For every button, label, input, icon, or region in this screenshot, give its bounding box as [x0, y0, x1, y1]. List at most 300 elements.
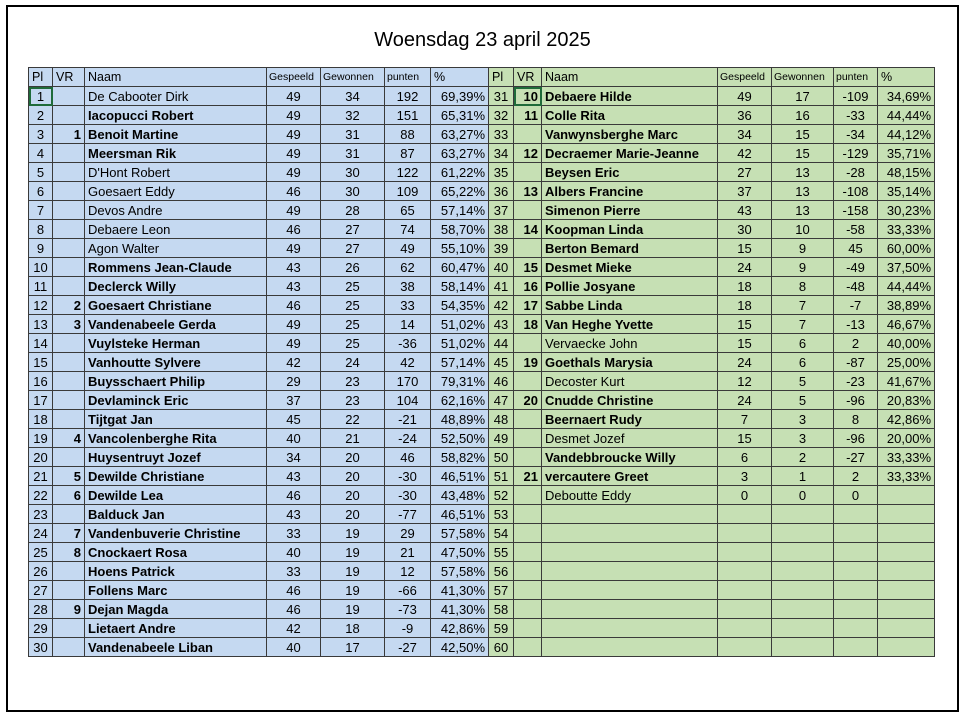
cell-naam[interactable]: Decraemer Marie-Jeanne [542, 144, 718, 163]
cell-gespeeld[interactable]: 37 [267, 391, 321, 410]
cell-pl[interactable]: 42 [489, 296, 514, 315]
cell-naam[interactable]: Rommens Jean-Claude [85, 258, 267, 277]
cell-vr[interactable] [514, 201, 542, 220]
cell-gewonnen[interactable]: 21 [321, 429, 385, 448]
cell-gewonnen[interactable]: 7 [772, 296, 834, 315]
cell-gewonnen[interactable]: 22 [321, 410, 385, 429]
cell-pl[interactable]: 22 [29, 486, 53, 505]
cell-punten[interactable]: -9 [385, 619, 431, 638]
cell-gespeeld[interactable]: 46 [267, 600, 321, 619]
cell-gewonnen[interactable]: 3 [772, 410, 834, 429]
cell-pl[interactable]: 2 [29, 106, 53, 125]
cell-vr[interactable] [53, 638, 85, 657]
cell-naam[interactable] [542, 505, 718, 524]
cell-vr[interactable] [53, 220, 85, 239]
cell-gewonnen[interactable]: 2 [772, 448, 834, 467]
cell-gewonnen[interactable] [772, 581, 834, 600]
cell-punten[interactable]: -33 [834, 106, 878, 125]
cell-naam[interactable]: Balduck Jan [85, 505, 267, 524]
cell-vr[interactable] [514, 505, 542, 524]
cell-punten[interactable] [834, 543, 878, 562]
cell-pct[interactable]: 51,02% [431, 334, 489, 353]
cell-punten[interactable]: -96 [834, 429, 878, 448]
cell-pl[interactable]: 53 [489, 505, 514, 524]
cell-pct[interactable]: 51,02% [431, 315, 489, 334]
cell-pct[interactable]: 46,51% [431, 467, 489, 486]
cell-pct[interactable]: 60,47% [431, 258, 489, 277]
cell-pl[interactable]: 8 [29, 220, 53, 239]
cell-pl[interactable]: 19 [29, 429, 53, 448]
cell-vr[interactable] [53, 201, 85, 220]
cell-vr[interactable]: 1 [53, 125, 85, 144]
cell-gewonnen[interactable]: 28 [321, 201, 385, 220]
header-pct[interactable]: % [878, 68, 935, 87]
cell-gespeeld[interactable]: 24 [718, 353, 772, 372]
cell-naam[interactable] [542, 638, 718, 657]
cell-punten[interactable]: -58 [834, 220, 878, 239]
cell-punten[interactable]: 12 [385, 562, 431, 581]
cell-naam[interactable]: Vandenbuverie Christine [85, 524, 267, 543]
cell-gewonnen[interactable]: 17 [772, 87, 834, 106]
cell-gespeeld[interactable] [718, 619, 772, 638]
cell-pct[interactable] [878, 600, 935, 619]
cell-punten[interactable]: -23 [834, 372, 878, 391]
cell-gespeeld[interactable]: 49 [267, 334, 321, 353]
cell-vr[interactable]: 18 [514, 315, 542, 334]
cell-punten[interactable]: 21 [385, 543, 431, 562]
cell-gespeeld[interactable]: 42 [718, 144, 772, 163]
cell-pl[interactable]: 20 [29, 448, 53, 467]
cell-vr[interactable] [53, 353, 85, 372]
cell-gespeeld[interactable] [718, 581, 772, 600]
cell-pl[interactable]: 30 [29, 638, 53, 657]
cell-vr[interactable] [53, 106, 85, 125]
cell-naam[interactable]: Buysschaert Philip [85, 372, 267, 391]
cell-vr[interactable] [53, 562, 85, 581]
cell-punten[interactable]: -30 [385, 486, 431, 505]
header-gewonnen[interactable]: Gewonnen [772, 68, 834, 87]
cell-naam[interactable]: Dewilde Christiane [85, 467, 267, 486]
cell-vr[interactable] [514, 448, 542, 467]
cell-pl[interactable]: 5 [29, 163, 53, 182]
cell-gewonnen[interactable]: 16 [772, 106, 834, 125]
cell-gewonnen[interactable]: 20 [321, 467, 385, 486]
cell-pl[interactable]: 54 [489, 524, 514, 543]
cell-pl[interactable]: 23 [29, 505, 53, 524]
cell-gewonnen[interactable]: 13 [772, 201, 834, 220]
cell-pl[interactable]: 32 [489, 106, 514, 125]
cell-punten[interactable]: 8 [834, 410, 878, 429]
cell-naam[interactable]: Koopman Linda [542, 220, 718, 239]
cell-vr[interactable] [53, 372, 85, 391]
cell-vr[interactable]: 5 [53, 467, 85, 486]
cell-gespeeld[interactable]: 43 [718, 201, 772, 220]
cell-gewonnen[interactable]: 23 [321, 372, 385, 391]
cell-vr[interactable] [514, 600, 542, 619]
cell-pl[interactable]: 46 [489, 372, 514, 391]
cell-pl[interactable]: 13 [29, 315, 53, 334]
cell-punten[interactable]: 38 [385, 277, 431, 296]
cell-pl[interactable]: 16 [29, 372, 53, 391]
cell-pct[interactable]: 20,83% [878, 391, 935, 410]
cell-vr[interactable]: 6 [53, 486, 85, 505]
cell-gewonnen[interactable]: 19 [321, 543, 385, 562]
cell-naam[interactable]: D'Hont Robert [85, 163, 267, 182]
cell-pl[interactable]: 56 [489, 562, 514, 581]
cell-pl[interactable]: 59 [489, 619, 514, 638]
cell-naam[interactable]: Desmet Jozef [542, 429, 718, 448]
cell-gewonnen[interactable]: 20 [321, 486, 385, 505]
cell-pct[interactable]: 37,50% [878, 258, 935, 277]
cell-gespeeld[interactable]: 42 [267, 353, 321, 372]
cell-pct[interactable]: 48,89% [431, 410, 489, 429]
cell-punten[interactable]: 192 [385, 87, 431, 106]
cell-gespeeld[interactable]: 15 [718, 334, 772, 353]
cell-pct[interactable]: 60,00% [878, 239, 935, 258]
cell-pl[interactable]: 48 [489, 410, 514, 429]
cell-gewonnen[interactable]: 5 [772, 391, 834, 410]
cell-punten[interactable] [834, 600, 878, 619]
cell-gewonnen[interactable]: 6 [772, 334, 834, 353]
cell-gespeeld[interactable]: 43 [267, 467, 321, 486]
cell-punten[interactable]: -21 [385, 410, 431, 429]
cell-gespeeld[interactable] [718, 600, 772, 619]
cell-vr[interactable]: 20 [514, 391, 542, 410]
cell-gewonnen[interactable]: 13 [772, 182, 834, 201]
cell-naam[interactable]: Berton Bemard [542, 239, 718, 258]
cell-punten[interactable]: -13 [834, 315, 878, 334]
cell-pl[interactable]: 15 [29, 353, 53, 372]
cell-gespeeld[interactable]: 46 [267, 296, 321, 315]
cell-vr[interactable] [514, 543, 542, 562]
cell-punten[interactable]: -87 [834, 353, 878, 372]
cell-pl[interactable]: 12 [29, 296, 53, 315]
cell-pl[interactable]: 37 [489, 201, 514, 220]
cell-punten[interactable]: 2 [834, 467, 878, 486]
header-gewonnen[interactable]: Gewonnen [321, 68, 385, 87]
cell-gespeeld[interactable]: 46 [267, 581, 321, 600]
cell-vr[interactable]: 21 [514, 467, 542, 486]
cell-naam[interactable]: Beernaert Rudy [542, 410, 718, 429]
cell-gespeeld[interactable]: 46 [267, 220, 321, 239]
cell-naam[interactable]: Cnudde Christine [542, 391, 718, 410]
cell-gewonnen[interactable]: 0 [772, 486, 834, 505]
cell-naam[interactable]: Vandebbroucke Willy [542, 448, 718, 467]
cell-pct[interactable]: 33,33% [878, 220, 935, 239]
cell-gespeeld[interactable] [718, 543, 772, 562]
cell-pct[interactable]: 57,58% [431, 562, 489, 581]
cell-naam[interactable]: Devlaminck Eric [85, 391, 267, 410]
cell-punten[interactable]: 88 [385, 125, 431, 144]
cell-naam[interactable]: Dejan Magda [85, 600, 267, 619]
cell-vr[interactable] [53, 581, 85, 600]
cell-gespeeld[interactable]: 40 [267, 543, 321, 562]
cell-punten[interactable]: -28 [834, 163, 878, 182]
cell-pl[interactable]: 9 [29, 239, 53, 258]
cell-pct[interactable]: 42,50% [431, 638, 489, 657]
cell-pct[interactable]: 41,67% [878, 372, 935, 391]
cell-gewonnen[interactable]: 25 [321, 277, 385, 296]
cell-vr[interactable] [53, 277, 85, 296]
cell-pct[interactable]: 46,51% [431, 505, 489, 524]
cell-naam[interactable]: Vuylsteke Herman [85, 334, 267, 353]
cell-punten[interactable]: 46 [385, 448, 431, 467]
cell-punten[interactable] [834, 581, 878, 600]
cell-vr[interactable]: 11 [514, 106, 542, 125]
cell-punten[interactable]: -30 [385, 467, 431, 486]
cell-gespeeld[interactable] [718, 638, 772, 657]
cell-naam[interactable]: Cnockaert Rosa [85, 543, 267, 562]
cell-pct[interactable]: 65,31% [431, 106, 489, 125]
cell-gespeeld[interactable]: 49 [267, 87, 321, 106]
cell-pct[interactable]: 58,70% [431, 220, 489, 239]
cell-pl[interactable]: 51 [489, 467, 514, 486]
cell-pct[interactable] [878, 524, 935, 543]
cell-pct[interactable]: 35,14% [878, 182, 935, 201]
cell-gespeeld[interactable]: 43 [267, 505, 321, 524]
cell-gespeeld[interactable]: 37 [718, 182, 772, 201]
header-gespeeld[interactable]: Gespeeld [267, 68, 321, 87]
cell-gewonnen[interactable]: 26 [321, 258, 385, 277]
header-punten[interactable]: punten [385, 68, 431, 87]
cell-gewonnen[interactable]: 27 [321, 220, 385, 239]
cell-vr[interactable] [514, 372, 542, 391]
cell-vr[interactable] [53, 448, 85, 467]
cell-gewonnen[interactable]: 34 [321, 87, 385, 106]
cell-vr[interactable]: 3 [53, 315, 85, 334]
cell-pct[interactable]: 79,31% [431, 372, 489, 391]
cell-gespeeld[interactable]: 49 [267, 106, 321, 125]
cell-pl[interactable]: 41 [489, 277, 514, 296]
cell-punten[interactable]: 0 [834, 486, 878, 505]
cell-gespeeld[interactable]: 49 [267, 239, 321, 258]
cell-gewonnen[interactable]: 20 [321, 448, 385, 467]
cell-gewonnen[interactable]: 19 [321, 524, 385, 543]
cell-gespeeld[interactable]: 34 [718, 125, 772, 144]
cell-punten[interactable] [834, 638, 878, 657]
cell-pct[interactable]: 43,48% [431, 486, 489, 505]
cell-pl[interactable]: 29 [29, 619, 53, 638]
cell-gespeeld[interactable]: 40 [267, 638, 321, 657]
cell-vr[interactable] [514, 125, 542, 144]
cell-naam[interactable] [542, 524, 718, 543]
cell-vr[interactable]: 16 [514, 277, 542, 296]
cell-pl[interactable]: 33 [489, 125, 514, 144]
cell-vr[interactable]: 9 [53, 600, 85, 619]
cell-gewonnen[interactable]: 1 [772, 467, 834, 486]
cell-gespeeld[interactable]: 18 [718, 277, 772, 296]
cell-gespeeld[interactable]: 34 [267, 448, 321, 467]
cell-pl[interactable]: 45 [489, 353, 514, 372]
cell-naam[interactable]: De Cabooter Dirk [85, 87, 267, 106]
cell-gespeeld[interactable]: 6 [718, 448, 772, 467]
cell-pct[interactable]: 57,14% [431, 201, 489, 220]
cell-pct[interactable]: 34,69% [878, 87, 935, 106]
cell-pct[interactable]: 69,39% [431, 87, 489, 106]
cell-naam[interactable]: Debaere Hilde [542, 87, 718, 106]
cell-pct[interactable]: 42,86% [431, 619, 489, 638]
cell-naam[interactable]: Vervaecke John [542, 334, 718, 353]
cell-pl[interactable]: 47 [489, 391, 514, 410]
cell-gewonnen[interactable]: 31 [321, 144, 385, 163]
cell-gespeeld[interactable]: 36 [718, 106, 772, 125]
cell-pl[interactable]: 49 [489, 429, 514, 448]
cell-pct[interactable]: 33,33% [878, 467, 935, 486]
cell-vr[interactable]: 7 [53, 524, 85, 543]
cell-naam[interactable]: Beysen Eric [542, 163, 718, 182]
cell-punten[interactable]: -27 [385, 638, 431, 657]
cell-pct[interactable]: 62,16% [431, 391, 489, 410]
cell-gespeeld[interactable] [718, 524, 772, 543]
cell-pl[interactable]: 11 [29, 277, 53, 296]
cell-gespeeld[interactable]: 33 [267, 562, 321, 581]
cell-gespeeld[interactable]: 12 [718, 372, 772, 391]
cell-punten[interactable]: -96 [834, 391, 878, 410]
cell-punten[interactable]: 87 [385, 144, 431, 163]
cell-pl[interactable]: 28 [29, 600, 53, 619]
cell-gewonnen[interactable]: 19 [321, 562, 385, 581]
cell-gespeeld[interactable]: 42 [267, 619, 321, 638]
cell-pl[interactable]: 40 [489, 258, 514, 277]
cell-punten[interactable]: -66 [385, 581, 431, 600]
cell-punten[interactable]: -129 [834, 144, 878, 163]
cell-gewonnen[interactable]: 23 [321, 391, 385, 410]
cell-pct[interactable]: 63,27% [431, 125, 489, 144]
cell-pl[interactable]: 60 [489, 638, 514, 657]
cell-punten[interactable]: 74 [385, 220, 431, 239]
cell-gespeeld[interactable]: 43 [267, 277, 321, 296]
cell-naam[interactable]: Tijtgat Jan [85, 410, 267, 429]
cell-pl[interactable]: 57 [489, 581, 514, 600]
cell-punten[interactable]: 104 [385, 391, 431, 410]
cell-naam[interactable]: Dewilde Lea [85, 486, 267, 505]
cell-gespeeld[interactable]: 49 [267, 315, 321, 334]
cell-gespeeld[interactable]: 15 [718, 429, 772, 448]
cell-naam[interactable]: Devos Andre [85, 201, 267, 220]
cell-pl[interactable]: 27 [29, 581, 53, 600]
cell-pl[interactable]: 35 [489, 163, 514, 182]
cell-gespeeld[interactable]: 49 [267, 163, 321, 182]
cell-naam[interactable]: Deboutte Eddy [542, 486, 718, 505]
cell-vr[interactable]: 17 [514, 296, 542, 315]
cell-gewonnen[interactable]: 15 [772, 144, 834, 163]
cell-pl[interactable]: 31 [489, 87, 514, 106]
cell-naam[interactable]: Debaere Leon [85, 220, 267, 239]
cell-punten[interactable]: -109 [834, 87, 878, 106]
cell-vr[interactable]: 19 [514, 353, 542, 372]
cell-naam[interactable] [542, 581, 718, 600]
cell-gespeeld[interactable]: 49 [718, 87, 772, 106]
cell-pl[interactable]: 3 [29, 125, 53, 144]
cell-vr[interactable] [514, 334, 542, 353]
cell-pl[interactable]: 7 [29, 201, 53, 220]
cell-pct[interactable]: 41,30% [431, 600, 489, 619]
cell-naam[interactable]: Van Heghe Yvette [542, 315, 718, 334]
cell-pct[interactable] [878, 562, 935, 581]
cell-gespeeld[interactable]: 0 [718, 486, 772, 505]
cell-naam[interactable]: Goesaert Christiane [85, 296, 267, 315]
cell-vr[interactable] [53, 619, 85, 638]
cell-vr[interactable] [53, 258, 85, 277]
cell-pct[interactable]: 54,35% [431, 296, 489, 315]
cell-naam[interactable]: Sabbe Linda [542, 296, 718, 315]
cell-gespeeld[interactable]: 7 [718, 410, 772, 429]
cell-naam[interactable]: Decoster Kurt [542, 372, 718, 391]
cell-pct[interactable]: 46,67% [878, 315, 935, 334]
cell-punten[interactable]: 33 [385, 296, 431, 315]
cell-vr[interactable]: 4 [53, 429, 85, 448]
cell-punten[interactable]: -48 [834, 277, 878, 296]
cell-pl[interactable]: 36 [489, 182, 514, 201]
cell-punten[interactable]: -49 [834, 258, 878, 277]
cell-pct[interactable]: 44,44% [878, 106, 935, 125]
cell-vr[interactable] [53, 163, 85, 182]
cell-pct[interactable] [878, 638, 935, 657]
cell-gespeeld[interactable]: 15 [718, 315, 772, 334]
cell-vr[interactable]: 14 [514, 220, 542, 239]
cell-punten[interactable]: 109 [385, 182, 431, 201]
cell-punten[interactable]: -158 [834, 201, 878, 220]
cell-naam[interactable]: Vandenabeele Liban [85, 638, 267, 657]
cell-gewonnen[interactable]: 25 [321, 296, 385, 315]
header-punten[interactable]: punten [834, 68, 878, 87]
cell-vr[interactable] [514, 524, 542, 543]
cell-pl[interactable]: 18 [29, 410, 53, 429]
cell-pl[interactable]: 44 [489, 334, 514, 353]
cell-pct[interactable]: 57,14% [431, 353, 489, 372]
cell-naam[interactable]: Albers Francine [542, 182, 718, 201]
cell-naam[interactable] [542, 600, 718, 619]
cell-naam[interactable]: vercautere Greet [542, 467, 718, 486]
cell-pct[interactable] [878, 581, 935, 600]
cell-gespeeld[interactable]: 18 [718, 296, 772, 315]
cell-gewonnen[interactable]: 5 [772, 372, 834, 391]
cell-pct[interactable] [878, 505, 935, 524]
cell-vr[interactable] [514, 638, 542, 657]
cell-naam[interactable]: Lietaert Andre [85, 619, 267, 638]
cell-gewonnen[interactable] [772, 524, 834, 543]
cell-gewonnen[interactable]: 9 [772, 239, 834, 258]
cell-pct[interactable]: 33,33% [878, 448, 935, 467]
cell-pct[interactable]: 65,22% [431, 182, 489, 201]
cell-gespeeld[interactable]: 49 [267, 201, 321, 220]
cell-vr[interactable] [53, 182, 85, 201]
cell-pct[interactable] [878, 543, 935, 562]
cell-pct[interactable]: 38,89% [878, 296, 935, 315]
cell-punten[interactable]: -24 [385, 429, 431, 448]
cell-punten[interactable]: -34 [834, 125, 878, 144]
cell-gespeeld[interactable]: 45 [267, 410, 321, 429]
cell-pct[interactable]: 63,27% [431, 144, 489, 163]
cell-gespeeld[interactable]: 43 [267, 258, 321, 277]
cell-gewonnen[interactable]: 18 [321, 619, 385, 638]
cell-pct[interactable] [878, 619, 935, 638]
cell-pl[interactable]: 58 [489, 600, 514, 619]
header-pct[interactable]: % [431, 68, 489, 87]
cell-vr[interactable] [514, 486, 542, 505]
header-vr[interactable]: VR [53, 68, 85, 87]
cell-punten[interactable] [834, 619, 878, 638]
cell-vr[interactable]: 10 [514, 87, 542, 106]
cell-gewonnen[interactable]: 30 [321, 163, 385, 182]
cell-punten[interactable]: 170 [385, 372, 431, 391]
cell-gespeeld[interactable] [718, 505, 772, 524]
cell-pl[interactable]: 38 [489, 220, 514, 239]
cell-vr[interactable] [53, 410, 85, 429]
cell-pct[interactable]: 58,14% [431, 277, 489, 296]
cell-naam[interactable]: Follens Marc [85, 581, 267, 600]
cell-pct[interactable]: 40,00% [878, 334, 935, 353]
